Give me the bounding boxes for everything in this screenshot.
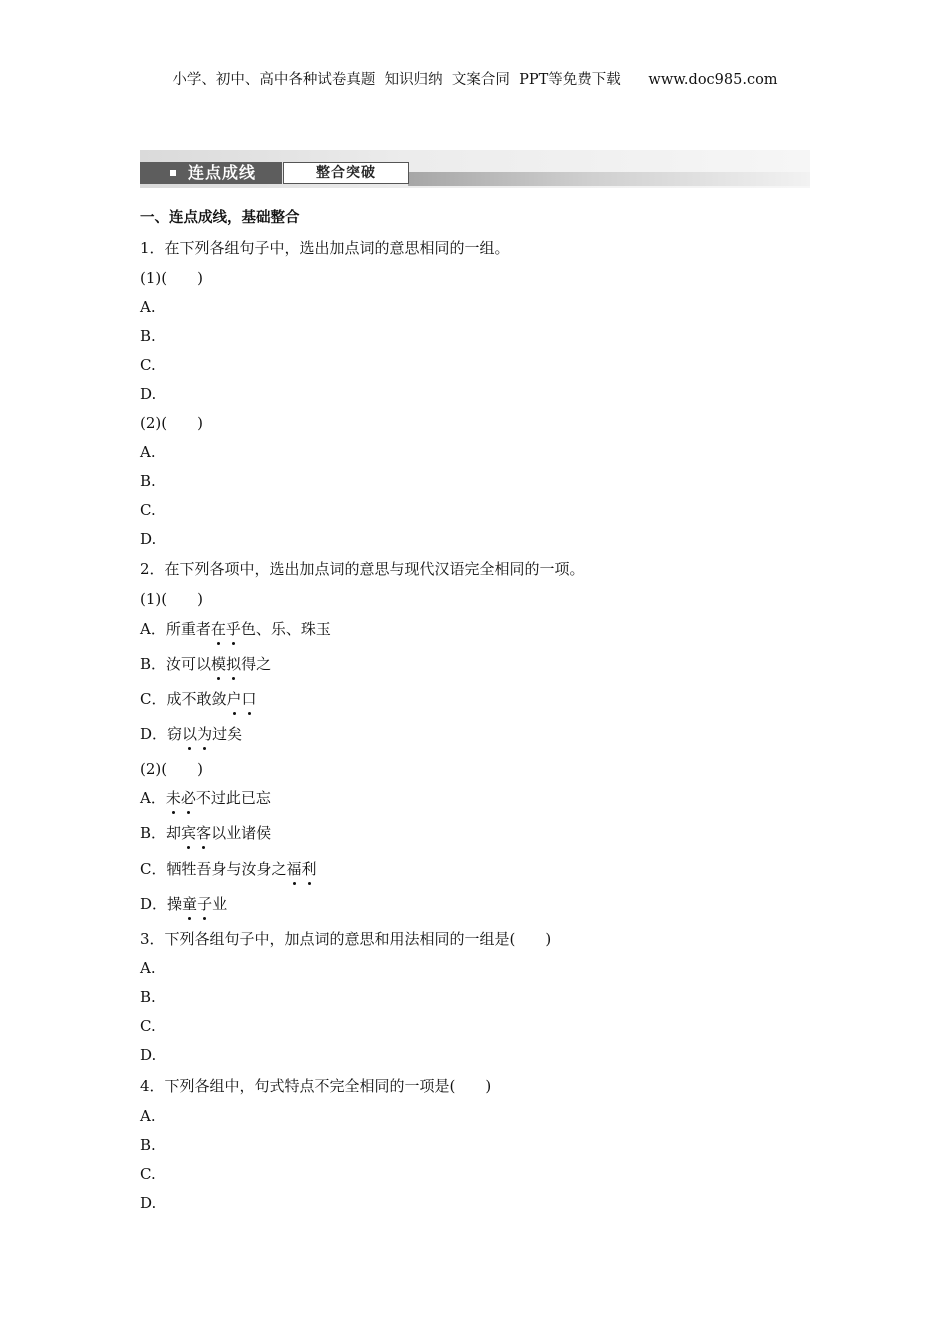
- dotted-word: [182, 725, 212, 743]
- q2-p1-option-b: [140, 654, 271, 674]
- page-header: 小学、初中、高中各种试卷真题 知识归纳 文案合同 PPT等免费下载 www.doc985.com: [172, 72, 778, 88]
- q2-p2-option-b: [140, 823, 271, 843]
- dotted-word: [211, 620, 241, 638]
- q4-option-b: B.: [140, 1136, 156, 1154]
- section-title: 一、连点成线，基础整合: [140, 210, 300, 226]
- option-text: 所重者: [165, 620, 211, 638]
- dotted-char: 未: [165, 789, 181, 807]
- dotted-word: [182, 895, 212, 913]
- option-text: 过矣: [212, 725, 243, 743]
- option-text: 牺牲吾身与汝身之: [166, 860, 287, 878]
- q1-p1-option-b: B.: [140, 327, 156, 345]
- q1-p1-option-a: A.: [140, 298, 156, 316]
- dotted-char: 必: [180, 789, 196, 807]
- q4-stem: 4．下列各组中，句式特点不完全相同的一项是( ): [140, 1077, 492, 1095]
- dotted-char: 福: [286, 860, 302, 878]
- dotted-char: 户: [226, 690, 242, 708]
- banner-dark-label: 连点成线: [188, 163, 257, 182]
- q1-p2-option-b: B.: [140, 472, 156, 490]
- q2-p2-option-d: [140, 894, 227, 914]
- dotted-char: 在: [210, 620, 226, 638]
- option-label: D．: [140, 725, 168, 743]
- option-text: 以业诸侯: [211, 824, 272, 842]
- option-text: 汝可以: [166, 655, 212, 673]
- option-text: 得之: [241, 655, 272, 673]
- option-text: 成不敢敛: [166, 690, 227, 708]
- banner-band: [408, 172, 810, 186]
- q1-p2-option-a: A.: [140, 443, 156, 461]
- option-label: C．: [140, 860, 167, 878]
- dotted-char: 口: [241, 690, 257, 708]
- dotted-char: 宾: [181, 824, 197, 842]
- q3-option-d: D.: [140, 1046, 157, 1064]
- q2-p1-option-c: [140, 689, 257, 709]
- q1-p1-option-d: D.: [140, 385, 157, 403]
- dotted-char: 童: [182, 895, 198, 913]
- q1-p2-option-d: D.: [140, 530, 157, 548]
- dotted-word: [211, 655, 241, 673]
- q1-part1: (1)( ): [140, 269, 203, 287]
- option-label: A．: [140, 620, 166, 638]
- dotted-char: 为: [197, 725, 213, 743]
- q1-p1-option-c: C.: [140, 356, 156, 374]
- dotted-word: [166, 789, 196, 807]
- dotted-word: [181, 824, 211, 842]
- dotted-char: 乎: [225, 620, 241, 638]
- q2-p1-option-d: [140, 724, 242, 744]
- option-text: 操: [167, 895, 183, 913]
- q2-p2-option-a: [140, 788, 271, 808]
- dotted-char: 利: [301, 860, 317, 878]
- option-text: 却: [166, 824, 182, 842]
- option-label: A．: [140, 789, 166, 807]
- option-label: C．: [140, 690, 167, 708]
- q3-stem: 3．下列各组句子中，加点词的意思和用法相同的一组是( ): [140, 930, 552, 948]
- option-text: 色、乐、珠玉: [240, 620, 331, 638]
- option-label: B．: [140, 824, 167, 842]
- banner-light-label: 整合突破: [283, 162, 409, 184]
- dotted-char: 客: [196, 824, 212, 842]
- q3-option-a: A.: [140, 959, 156, 977]
- q2-stem: 2．在下列各项中，选出加点词的意思与现代汉语完全相同的一项。: [140, 560, 585, 578]
- option-text: 窃: [167, 725, 183, 743]
- dotted-char: 拟: [226, 655, 242, 673]
- q3-option-c: C.: [140, 1017, 156, 1035]
- option-label: D．: [140, 895, 168, 913]
- dotted-word: [227, 690, 257, 708]
- q1-p2-option-c: C.: [140, 501, 156, 519]
- q2-part1: (1)( ): [140, 590, 203, 608]
- dotted-char: 模: [211, 655, 227, 673]
- dotted-char: 以: [182, 725, 198, 743]
- section-banner: [140, 150, 810, 188]
- q3-option-b: B.: [140, 988, 156, 1006]
- option-label: B．: [140, 655, 167, 673]
- dotted-word: [287, 860, 317, 878]
- q4-option-c: C.: [140, 1165, 156, 1183]
- q1-stem: 1．在下列各组句子中，选出加点词的意思相同的一组。: [140, 239, 510, 257]
- q2-p2-option-c: [140, 859, 317, 879]
- square-bullet-icon: [170, 170, 176, 176]
- q4-option-d: D.: [140, 1194, 157, 1212]
- q2-p1-option-a: [140, 619, 331, 639]
- option-text: 不过此已忘: [195, 789, 271, 807]
- q2-part2: (2)( ): [140, 760, 203, 778]
- q1-part2: (2)( ): [140, 414, 203, 432]
- option-text: 业: [212, 895, 228, 913]
- dotted-char: 子: [197, 895, 213, 913]
- q4-option-a: A.: [140, 1107, 156, 1125]
- banner-dark-tab: [140, 162, 282, 184]
